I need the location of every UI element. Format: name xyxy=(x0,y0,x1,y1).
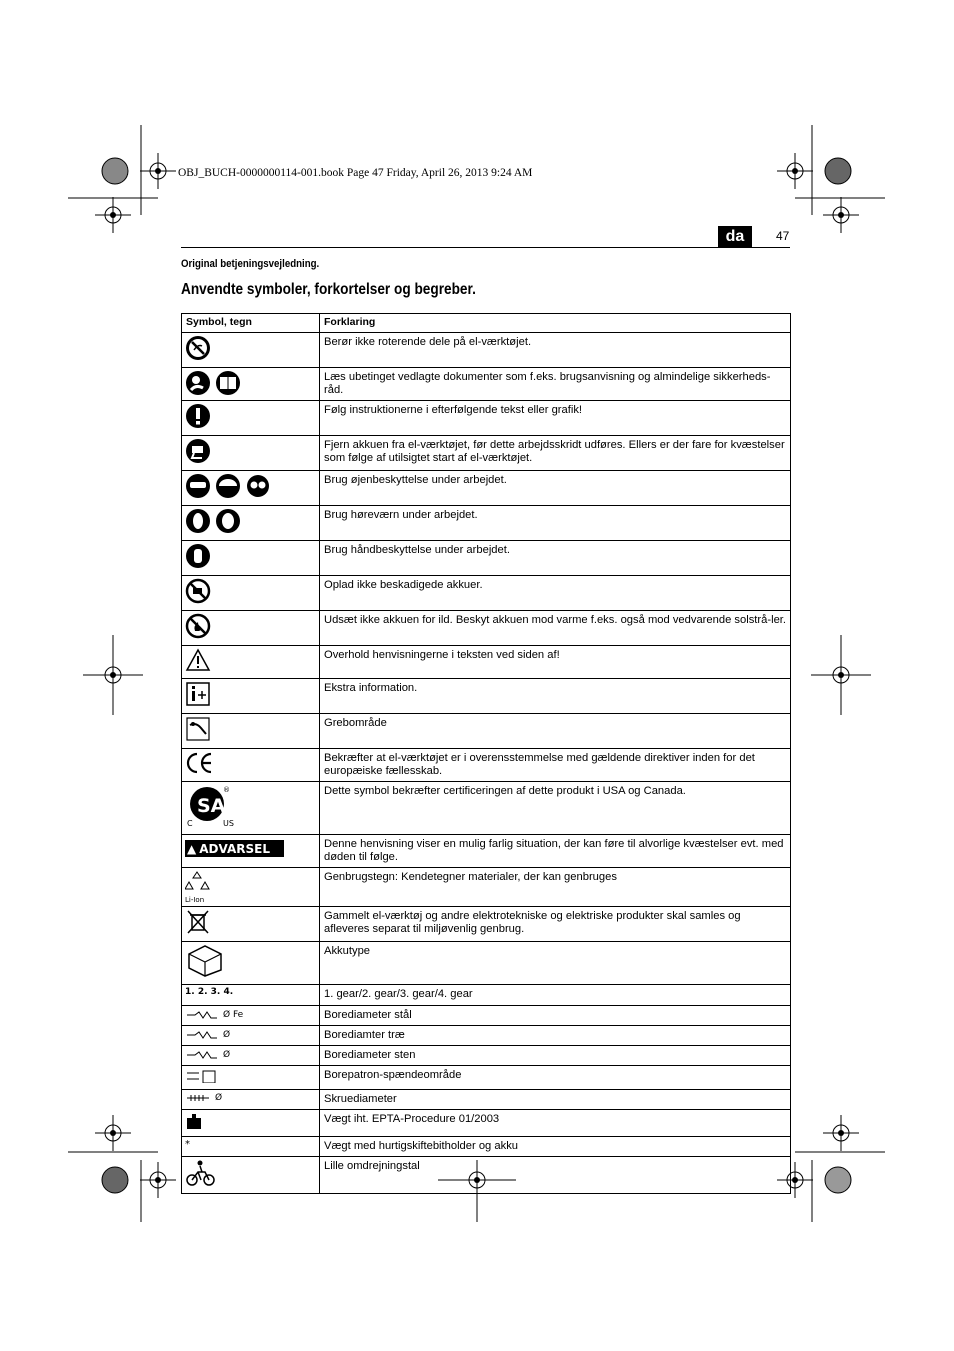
table-row xyxy=(182,782,791,835)
subheading: Original betjeningsvejledning. xyxy=(181,258,320,270)
weight-icon xyxy=(185,1112,203,1130)
table-row xyxy=(182,907,791,942)
row-text: Denne henvisning viser en mulig farlig situation, der kan føre til alvorlige kvæstelser evt. med døden til følge. xyxy=(320,835,791,868)
row-text: Gammelt el-værktøj og andre elektrotekniske og elektriske produkter skal samles og afleveres separat til miljøvenlig genbrug. xyxy=(320,907,791,942)
row-text: Læs ubetinget vedlagte dokumenter som f.eks. brugsanvisning og almindelige sikkerheds-råd. xyxy=(320,368,791,401)
drill-stone-label: Ø xyxy=(223,1050,231,1060)
warning-triangle-icon xyxy=(185,648,211,672)
remove-battery-icon xyxy=(185,438,211,464)
table-row xyxy=(182,611,791,646)
table-row xyxy=(182,401,791,436)
row-text: Borediamter træ xyxy=(320,1026,791,1046)
asterisk-icon: * xyxy=(185,1139,190,1150)
table-row xyxy=(182,679,791,714)
page-number: 47 xyxy=(776,229,790,243)
header-rule xyxy=(181,247,790,248)
svg-text:US: US xyxy=(223,819,234,828)
svg-text:SA: SA xyxy=(197,795,226,817)
svg-text:C: C xyxy=(187,819,193,828)
row-text: Vægt med hurtigskiftebitholder og akku xyxy=(320,1137,791,1157)
symbols-table xyxy=(181,313,791,1194)
ce-mark-icon xyxy=(185,751,215,775)
table-row xyxy=(182,646,791,679)
row-text: Ekstra information. xyxy=(320,679,791,714)
row-text: Borediameter sten xyxy=(320,1046,791,1066)
row-text: Berør ikke roterende dele på el-værktøjet. xyxy=(320,333,791,368)
table-row xyxy=(182,714,791,749)
row-text: Følg instruktionerne i efterfølgende tekst eller grafik! xyxy=(320,401,791,436)
row-text: Brug øjenbeskyttelse under arbejdet. xyxy=(320,471,791,506)
row-text: Borepatron-spændeområde xyxy=(320,1066,791,1090)
drill-steel-icon xyxy=(185,1008,219,1022)
screw-diameter-label: Ø xyxy=(215,1093,223,1103)
row-text: Udsæt ikke akkuen for ild. Beskyt akkuen mod varme f.eks. også mod vedvarende solstrå-ler. xyxy=(320,611,791,646)
table-row xyxy=(182,1157,791,1194)
eye-protection-icon xyxy=(185,473,269,499)
row-text: Oplad ikke beskadigede akkuer. xyxy=(320,576,791,611)
row-text: Lille omdrejningstal xyxy=(320,1157,791,1194)
row-text: Fjern akkuen fra el-værktøjet, før dette arbejdsskridt udføres. Ellers er der fare for kvæstelser som følge af utilsigtet start af el-værktøjet. xyxy=(320,436,791,471)
print-header: OBJ_BUCH-0000000114-001.book Page 47 Friday, April 26, 2013 9:24 AM xyxy=(178,167,533,179)
row-text: Brug håndbeskyttelse under arbejdet. xyxy=(320,541,791,576)
table-row xyxy=(182,868,791,907)
row-text: Vægt iht. EPTA-Procedure 01/2003 xyxy=(320,1110,791,1137)
advarsel-text: ADVARSEL xyxy=(199,841,270,856)
advarsel-label-icon: ▲ ADVARSEL xyxy=(185,840,284,857)
no-fire-battery-icon xyxy=(185,613,211,639)
svg-text:®: ® xyxy=(223,786,230,794)
crossed-bin-icon xyxy=(185,909,211,935)
table-row xyxy=(182,1110,791,1137)
drill-steel-label: Ø Fe xyxy=(223,1010,244,1020)
table-header-row xyxy=(182,314,791,333)
table-row xyxy=(182,749,791,782)
table-row xyxy=(182,985,791,1006)
table-row xyxy=(182,333,791,368)
table-row xyxy=(182,1137,791,1157)
drill-wood-label: Ø xyxy=(223,1030,231,1040)
li-ion-label: Li-Ion xyxy=(185,896,205,904)
table-row xyxy=(182,541,791,576)
exclamation-icon xyxy=(185,403,211,429)
row-text: Skruediameter xyxy=(320,1090,791,1110)
csa-mark-icon xyxy=(185,784,241,828)
table-row xyxy=(182,1090,791,1110)
language-tab: da xyxy=(718,226,752,247)
ear-protection-icon xyxy=(185,508,241,534)
header-symbol: Symbol, tegn xyxy=(182,314,320,333)
row-text: Grebområde xyxy=(320,714,791,749)
do-not-touch-rotating-icon xyxy=(185,335,211,361)
row-text: Brug høreværn under arbejdet. xyxy=(320,506,791,541)
table-row xyxy=(182,942,791,985)
screw-diameter-icon xyxy=(185,1092,211,1104)
read-manual-icon xyxy=(185,370,241,396)
row-text: 1. gear/2. gear/3. gear/4. gear xyxy=(320,985,791,1006)
table-row xyxy=(182,1006,791,1026)
recycling-li-ion-icon xyxy=(185,870,221,892)
row-text: Akkutype xyxy=(320,942,791,985)
table-row xyxy=(182,1026,791,1046)
table-row xyxy=(182,471,791,506)
row-text: Genbrugstegn: Kendetegner materialer, der kan genbruges xyxy=(320,868,791,907)
drill-stone-icon xyxy=(185,1048,219,1062)
chuck-range-icon xyxy=(185,1069,219,1083)
drill-wood-icon xyxy=(185,1028,219,1042)
battery-pack-icon xyxy=(185,944,225,978)
row-text: Dette symbol bekræfter certificeringen af dette produkt i USA og Canada. xyxy=(320,782,791,835)
table-row xyxy=(182,436,791,471)
low-speed-bicycle-icon xyxy=(185,1159,217,1187)
table-row xyxy=(182,835,791,868)
row-text: Bekræfter at el-værktøjet er i overensstemmelse med gældende direktiver inden for det europæiske fællesskab. xyxy=(320,749,791,782)
table-row xyxy=(182,1046,791,1066)
table-row xyxy=(182,368,791,401)
grip-area-icon xyxy=(185,716,211,742)
info-icon xyxy=(185,681,211,707)
header-explanation: Forklaring xyxy=(320,314,791,333)
table-row xyxy=(182,576,791,611)
hand-protection-icon xyxy=(185,543,211,569)
page-title: Anvendte symboler, forkortelser og begreber. xyxy=(181,281,476,298)
no-charge-damaged-battery-icon xyxy=(185,578,211,604)
gear-select-icon: 1. 2. 3. 4. xyxy=(185,987,234,997)
row-text: Overhold henvisningerne i teksten ved siden af! xyxy=(320,646,791,679)
table-row xyxy=(182,506,791,541)
table-row xyxy=(182,1066,791,1090)
row-text: Borediameter stål xyxy=(320,1006,791,1026)
